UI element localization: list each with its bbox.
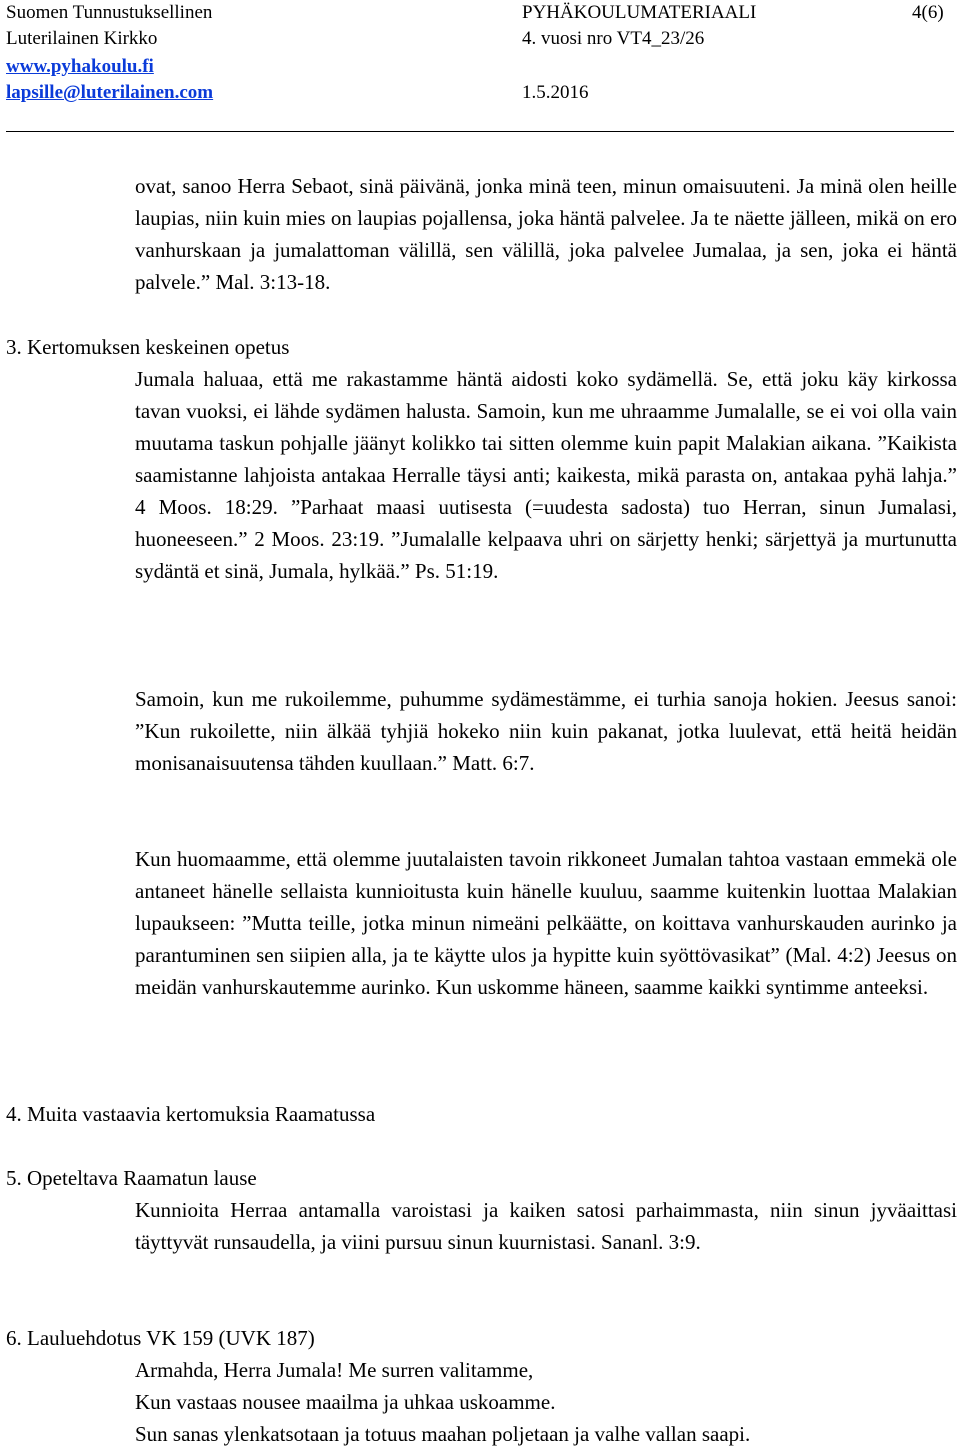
memory-verse: Kunnioita Herraa antamalla varoistasi ja kaiken satosi parhaimmasta, niin sinun jyväaittasi täyttyvät runsaudella, ja viini pursuu sinun kuurnistasi. Sananl. 3:9. <box>135 1198 957 1254</box>
website-link[interactable]: www.pyhakoulu.fi <box>6 56 154 77</box>
material-title: PYHÄKOULUMATERIAALI <box>522 2 757 23</box>
header-divider <box>6 131 954 132</box>
hymn-line: Sun sanas ylenkatsotaan ja totuus maahan poljetaan ja valhe vallan saapi. <box>135 1422 751 1446</box>
email-link[interactable]: lapsille@luterilainen.com <box>6 82 214 103</box>
org-name-line2: Luterilainen Kirkko <box>6 28 158 49</box>
hymn-lyrics <box>135 1354 957 1450</box>
section-3-heading: 3. Kertomuksen keskeinen opetus <box>6 335 290 359</box>
section-4-heading: 4. Muita vastaavia kertomuksia Raamatussa <box>6 1102 376 1126</box>
section-3-paragraph-1: Jumala haluaa, että me rakastamme häntä aidosti koko sydämellä. Se, että joku käy kirkossa tavan vuoksi, ei lähde sydämen halusta. Samoin, kun me uhraamme Jumalalle, se ei voi olla vain muutama taskun pohjalle jäänyt kolikko tai sitten olemme kuin papit Malakian aikana. ”Kaikista saamistanne lahjoista antakaa Herralle täysi anti; kaikesta, mikä parasta on, antakaa pyhä lahja.” 4 Moos. 18:29. ”Parhaat maasi uutisesta (=uudesta sadosta) tuo Herran, sinun Jumalasi, huoneeseen.” 2 Moos. 23:19. ”Jumalalle kelpaava uhri on särjetty henki; särjettyä ja murtunutta sydäntä et sinä, Jumala, hylkää.” Ps. 51:19. <box>135 367 957 583</box>
org-name-line1: Suomen Tunnustuksellinen <box>6 2 213 23</box>
document-date: 1.5.2016 <box>522 82 589 103</box>
section-3-paragraph-2: Samoin, kun me rukoilemme, puhumme sydämestämme, ei turhia sanoja hokien. Jeesus sanoi: ”Kun rukoilette, niin älkää tyhjiä hokeko niin kuin pakanat, jotka luulevat, että heitä heidän monisanaisuutensa tähden kuullaan.” Matt. 6:7. <box>135 687 957 775</box>
section-3-paragraph-3: Kun huomaamme, että olemme juutalaisten tavoin rikkoneet Jumalan tahtoa vastaan emmekä ole antaneet hänelle sellaista kunnioitusta kuin hänelle kuuluu, saamme kuitenkin luottaa Malakian lupaukseen: ”Mutta teille, jotka minun nimeäni pelkäätte, on koittava vanhurskauden aurinko ja parantuminen sen siipien alla, ja te käytte ulos ja hypitte kuin syöttövasikat” (Mal. 4:2) Jeesus on meidän vanhurskautemme aurinko. Kun uskomme häneen, saamme kaikki syntimme anteeksi. <box>135 847 957 999</box>
section-6-heading: 6. Lauluehdotus VK 159 (UVK 187) <box>6 1326 315 1350</box>
page-number: 4(6) <box>912 2 944 23</box>
section-5-heading: 5. Opeteltava Raamatun lause <box>6 1166 257 1190</box>
year-code: 4. vuosi nro VT4_23/26 <box>522 28 705 49</box>
intro-paragraph: ovat, sanoo Herra Sebaot, sinä päivänä, jonka minä teen, minun omaisuuteni. Ja minä olen heille laupias, niin kuin mies on laupias pojallensa, joka häntä palvelee. Ja te näette jälleen, mikä on ero vanhurskaan ja jumalattoman välillä, sen välillä, joka palvelee Jumalaa, ja sen, joka ei häntä palvele.” Mal. 3:13-18. <box>135 174 957 294</box>
hymn-line: Armahda, Herra Jumala! Me surren valitamme, <box>135 1358 534 1382</box>
hymn-line: Kun vastaas nousee maailma ja uhkaa uskoamme. <box>135 1390 556 1414</box>
